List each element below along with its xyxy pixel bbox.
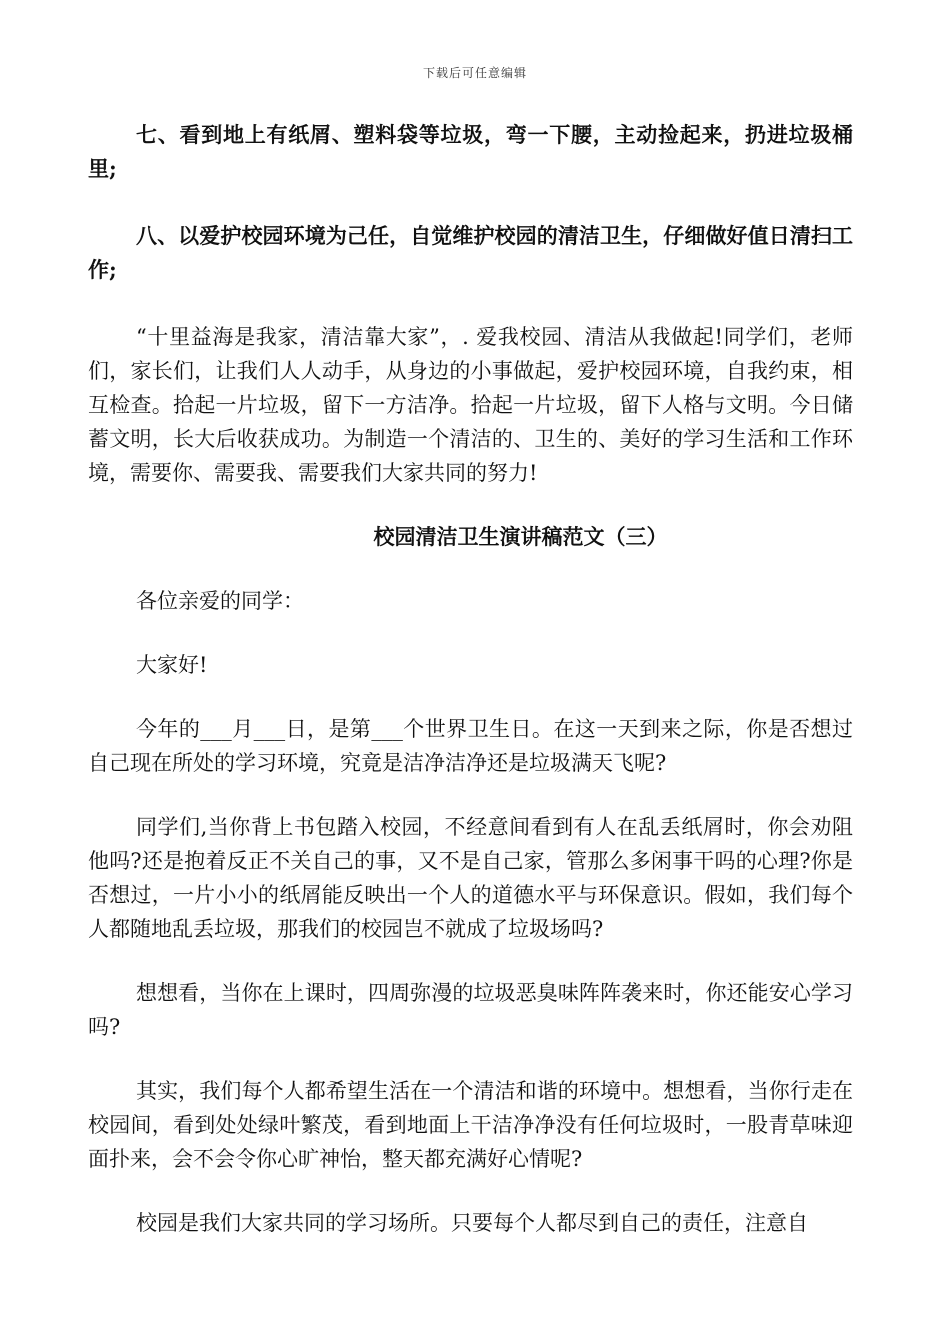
body-paragraph-5: 校园是我们大家共同的学习场所。只要每个人都尽到自己的责任，注意自 xyxy=(136,1211,808,1235)
body-paragraph-2: 同学们,当你背上书包踏入校园，不经意间看到有人在乱丢纸屑时，你会劝阻他吗?还是抱着反正不关自己的事，又不是自己家，管那么多闲事干吗的心理?你是否想过，一片小小的纸屑能反映出一个人的道德水平与环保意识。假如，我们每个人都随地乱丢垃圾，那我们的校园岂不就成了垃圾场吗? xyxy=(88,815,853,941)
section-title: 校园清洁卫生演讲稿范文（三） xyxy=(373,524,668,549)
document-body xyxy=(88,118,853,1240)
closing-paragraph: “十里益海是我家，清洁靠大家”，. 爱我校园、清洁从我做起!同学们，老师们，家长们，让我们人人动手，从身边的小事做起，爱护校园环境，自我约束，相互检查。拾起一片垃圾，留下一方洁净。拾起一片垃圾，留下人格与文明。今日储蓄文明，长大后收获成功。为制造一个清洁的、卫生的、美好的学习生活和工作环境，需要你、需要我、需要我们大家共同的努力! xyxy=(88,325,853,485)
rule-eight-paragraph: 八、以爱护校园环境为己任，自觉维护校园的清洁卫生，仔细做好值日清扫工作; xyxy=(88,223,853,282)
greeting-paragraph: 各位亲爱的同学： xyxy=(136,589,304,613)
body-paragraph-1: 今年的___月___日，是第___个世界卫生日。在这一天到来之际，你是否想过自己现在所处的学习环境，究竟是洁净洁净还是垃圾满天飞呢? xyxy=(88,717,853,775)
hello-paragraph: 大家好! xyxy=(136,653,208,677)
header-note: 下载后可任意编辑 xyxy=(422,66,527,80)
body-paragraph-3: 想想看，当你在上课时，四周弥漫的垃圾恶臭味阵阵袭来时，你还能安心学习吗? xyxy=(88,981,853,1039)
rule-seven-paragraph: 七、看到地上有纸屑、塑料袋等垃圾，弯一下腰，主动捡起来，扔进垃圾桶里; xyxy=(88,122,853,181)
body-paragraph-4: 其实，我们每个人都希望生活在一个清洁和谐的环境中。想想看，当你行走在校园间，看到处处绿叶繁茂，看到地面上干洁净净没有任何垃圾时，一股青草味迎面扑来，会不会令你心旷神怡，整天都充满好心情呢? xyxy=(88,1079,853,1171)
